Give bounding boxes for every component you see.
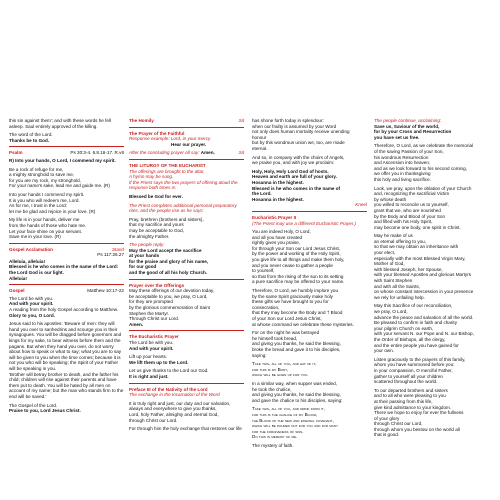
preface-text-2: For through him the holy exchange that restores our life xyxy=(129,426,242,432)
ep2-subtitle: (The Priest may use a different Eucharistic Prayer.) xyxy=(252,220,356,226)
ep2-paragraph-2: Therefore, O Lord, we humbly implore you by the same Spirit graciously make holy these gifts we have brought to you for consecration, that they may become the Body and † Blood of your Son our Lord Jesus Christ, at whose command we celebrate these mysteries. xyxy=(252,288,354,327)
blessed-response: Blessed be God for ever. xyxy=(129,193,183,199)
dialogue-line-5: Let us give thanks to the Lord our God. xyxy=(129,368,209,374)
ep2-paragraph-3: For on the night he was betrayed he himself took bread, and giving you thanks, he said the blessing, broke the bread and gave it to his disciples, saying: xyxy=(252,330,341,358)
dialogue-line-4: We lift them up to the Lord. xyxy=(129,359,189,365)
faithful-title: The Prayer of the Faithful xyxy=(129,130,185,136)
psalm-response: R) Into your hands, O Lord, I commend my spirit. xyxy=(9,157,116,163)
anamnesis: Therefore, O Lord, as we celebrate the memorial of the saving Passion of your Son, his wondrous Resurrection and Ascension into heaven, and as we look forward to his second coming, we offer you in thanksgiving this holy and living sacrifice. xyxy=(374,143,474,182)
preface-continuation: has shone forth today in splendour: when our frailty is assumed by your Word not only does human mortality receive unending honour but by this wondrous union we, too, are made eternal. xyxy=(252,118,350,151)
amen-response: Amen. xyxy=(200,150,215,156)
sit-rubric: Sit xyxy=(238,118,244,123)
kneel-rubric: Kneel xyxy=(355,202,367,208)
reading-end: this sin against them'; and with these words he fell asleep. Saul entirely approved of the killing. xyxy=(9,118,111,129)
sanctus: Holy, Holy, Holy Lord God of hosts. Heaven and earth are full of your glory. Hosanna in the highest. Blessed is he who comes in the name of the Lord. Hosanna in the highest. xyxy=(252,168,341,202)
ep2-title: Eucharistic Prayer II xyxy=(252,214,297,220)
offerings-title: Prayer over the Offerings xyxy=(129,282,185,288)
dialogue-line-1: The Lord be with you. xyxy=(129,340,174,345)
gospel-reference: Matthew 10:17-22 xyxy=(87,288,124,294)
mystery-of-faith: The mystery of faith. xyxy=(252,442,294,448)
preface-text: It is truly right and just, our duty and our salvation, always and everywhere to give you thanks, Lord, holy Father, almighty and eternal God, through Christ our Lord. xyxy=(129,400,231,423)
section-divider xyxy=(129,383,244,384)
section-divider xyxy=(9,146,124,147)
gospel-end: The Gospel of the Lord. xyxy=(9,402,58,408)
intercession-saints: May he make of us an eternal offering to you, so that we may obtain an inheritance with your elect, especially with the most Blessed Virgin Mary, Mother of God, with blessed Joseph, her Spouse, with your blessed Apostles and glorious Martyrs with Saint Stephen and with all the Saints, on whose constant intercession in your presence we rely for unfailing help. xyxy=(374,233,474,300)
psalm-verse-3: My life is in your hands, deliver me from the hands of those who hate me. Let your face shine on your servant. Save me in your love. (R) xyxy=(9,217,87,240)
acclamation-text: Alleluia, alleluia! Blessed is he who comes in the name of the Lord: the Lord God is our light. Alleluia! xyxy=(9,258,119,281)
psalm-heading xyxy=(9,150,124,156)
word-of-lord: The word of the Lord. xyxy=(9,132,53,138)
gospel-response: Praise to you, Lord Jesus Christ. xyxy=(9,408,81,414)
ep2-paragraph-4: In a similar way, when supper was ended, he took the chalice, and giving you thanks, he said the blessing, and gave the chalice to his disciples, saying: xyxy=(252,380,343,403)
stand-rubric: Stand xyxy=(111,246,124,252)
intercession-family: Listen graciously to the prayers of this family, whom you have summoned before you: in your compassion, O merciful Father, gather to yourself all your children scattered throughout the world. xyxy=(374,356,466,385)
section-divider xyxy=(129,127,244,128)
preparation-rubric: The Priest completes additional personal preparatory rites, and the people rise as he says: xyxy=(129,202,237,214)
gospel-text: Jesus said to his apostles: 'Beware of men: they will hand you over to sanhedrins and scourge you in their synagogues. You will be dragged before governors and kings for my sake, to bear witness before them and the pagans. But when they hand you over, do not worry about how to speak or what to say; what you are to say will be given to you when the time comes; because it is not you who will be speaking; the Spirit of your Father will be speaking in you. 'Brother will betray brother to death, and the father his child; children will rise against their parents and have them put to death. You will be hated by all men on account of my name; but the man who stands firm to the end will be saved.' xyxy=(9,321,124,399)
section-divider xyxy=(252,211,367,212)
offertory-rubric: The offerings are brought to the altar. A hymn may be sung. If the Priest says the two prayers of offering aloud the response both times is: xyxy=(129,168,238,191)
offerings-prayer: May these offerings of our devotion today, be acceptable to you, we pray, O Lord, for they are prompted by the glorious commemoration of Saint Stephen the Martyr. Through Christ our Lord. xyxy=(129,288,215,322)
may-the-lord-response: May the Lord accept the sacrifice at your hands for the praise and glory of his name, for our good and the good of all his holy Church. xyxy=(129,247,209,276)
thanks-response: Thanks be to God. xyxy=(9,137,50,143)
response-example: Response example: Lord, in your mercy. xyxy=(129,136,212,142)
preface-title: Preface III of the Nativity of the Lord xyxy=(129,386,208,392)
section-divider xyxy=(129,279,244,280)
sit-rubric: Sit xyxy=(238,150,244,156)
gospel-dialogue-1: The Lord be with you. xyxy=(9,295,54,301)
section-divider xyxy=(129,159,244,160)
pray-brethren: Pray, brethren (brothers and sisters), that my sacrifice and yours may be acceptable to God, the almighty Father. xyxy=(129,216,204,239)
save-us-acclamation: Save us, Saviour of the world, for by your Cross and Resurrection you have set us free. xyxy=(374,123,452,140)
offerings-amen: Amen. xyxy=(129,321,144,327)
intercession-departed: To our departed brothers and sisters and to all who were pleasing to you at their passing from this life, give kind admittance to your kingdom. There we hope to enjoy for ever the fullness of your glory through Christ our Lord, through whom you bestow on the world all that is good. xyxy=(374,387,464,438)
ep2-paragraph-1: You are indeed Holy, O Lord, and all you have created rightly gives you praise, for through your Son our Lord Jesus Christ, by the power and working of the Holy Spirit, you give life to all things and make them holy, and you never cease to gather a people to yourself, so that from the rising of the sun to its setting a pure sacrifice may be offered to your name. xyxy=(252,229,345,285)
column-3 xyxy=(252,118,367,451)
oblation: Look, we pray, upon the oblation of your Church and, recognizing the sacrificial Victim by whose death you willed to reconcile us to yourself, grant that we, who are nourished by the Body and Blood of your Son and filled with his Holy Spirit, may become one body, one spirit in Christ. xyxy=(374,185,472,230)
section-divider xyxy=(9,243,124,244)
column-2 xyxy=(129,118,244,435)
gospel-dialogue-2: And with your spirit. xyxy=(9,301,54,307)
gospel-title: Gospel xyxy=(9,288,25,294)
gospel-dialogue-4: Glory to you, O Lord. xyxy=(9,312,55,318)
section-divider xyxy=(9,284,124,285)
consecration-chalice: Take this, all of you, and drink from it, for this is the chalice of my Blood, the Blood of the new and eternal covenant, which will be poured out for you and for many for the forgiveness of sins. Do this in memory of me. xyxy=(252,406,338,440)
psalm-verse-2: Into your hands I commend my spirit. It is you who will redeem me, Lord. As for me, I trust in the Lord: let me be glad and rejoice in your love. (R) xyxy=(9,191,96,214)
section-divider xyxy=(129,330,244,331)
gospel-dialogue-3: A reading from the holy Gospel according to Matthew. xyxy=(9,307,119,313)
concluding-line xyxy=(129,150,244,156)
liturgy-title: THE LITURGY OF THE EUCHARIST xyxy=(129,162,206,168)
dialogue-line-3: Lift up your hearts. xyxy=(129,354,168,360)
consecration-bread: Take this, all of you, and eat of it, for this is my Body, which will be given up for you. xyxy=(252,361,317,378)
eucharistic-prayer-title: The Eucharistic Prayer xyxy=(129,334,179,340)
acclaim-rubric: The people continue, acclaiming: xyxy=(374,118,442,123)
acclamation-reference: Ps 117:26.27 xyxy=(97,252,124,258)
psalm-reference: Ps 30:3-4. 6.8.16-17. R.v6 xyxy=(70,150,124,156)
column-4 xyxy=(374,118,492,441)
homily-heading xyxy=(129,118,244,124)
intercession-church: May this Sacrifice of our reconciliation, we pray, O Lord, advance the peace and salvation of all the world. Be pleased to confirm in faith and charity your pilgrim Church on earth, with your servant N. our Pope and N. our Bishop, the Order of Bishops, all the clergy, and the entire people you have gained for your own. xyxy=(374,303,474,354)
angels-praise: And so, in company with the choirs of Angels, we praise you, and with joy we proclaim: xyxy=(252,154,345,166)
dialogue-line-2: And with your spirit. xyxy=(129,345,174,351)
after-rubric: After the concluding prayer all say: xyxy=(129,150,200,156)
dialogue-line-6: It is right and just. xyxy=(129,373,169,379)
acclamation-title: Gospel Acclamation xyxy=(9,246,53,252)
column-1 xyxy=(9,118,124,414)
people-reply-rubric: The people reply: xyxy=(129,242,165,248)
preface-subtitle: The exchange in the Incarnation of the Word xyxy=(129,392,220,398)
homily-title: The Homily xyxy=(129,118,154,123)
hear-our-prayer: Hear our prayer. xyxy=(171,141,207,147)
psalm-title: Psalm xyxy=(9,150,23,156)
gospel-heading xyxy=(9,288,124,294)
psalm-verse-1: Be a rock of refuge for me, a mighty stronghold to save me, for you are my rock, my stronghold. For your name's sake, lead me and guide me. (R) xyxy=(9,166,110,189)
